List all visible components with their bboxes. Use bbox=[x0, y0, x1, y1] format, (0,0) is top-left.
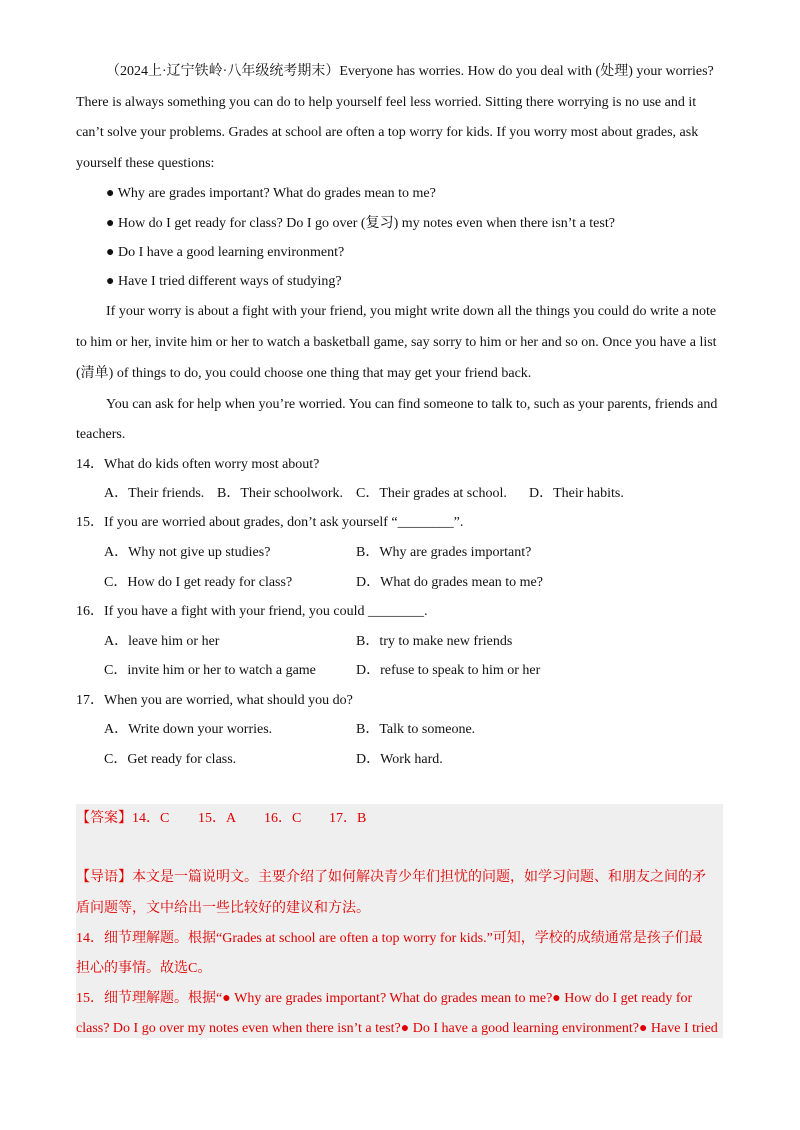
passage-line: There is always something you can do to help yourself feel less worried. Sitting there worrying is no use and it bbox=[76, 95, 697, 110]
option-d: D．Work hard. bbox=[356, 752, 443, 767]
option-d: D．Their habits. bbox=[529, 486, 624, 501]
option-c: C．Get ready for class. bbox=[104, 752, 237, 767]
question-stem: 14．What do kids often worry most about? bbox=[76, 457, 320, 472]
passage-line: teachers. bbox=[76, 427, 126, 442]
guide-text: 盾问题等，文中给出一些比较好的建议和方法。 bbox=[76, 901, 370, 916]
passage-line: yourself these questions: bbox=[76, 156, 215, 171]
option-c: C．invite him or her to watch a game bbox=[104, 663, 316, 678]
passage-line: You can ask for help when you’re worried. You can find someone to talk to, such as your parents, friends and bbox=[106, 397, 718, 412]
option-a: A．leave him or her bbox=[104, 634, 220, 649]
option-a: A．Write down your worries. bbox=[104, 722, 273, 737]
option-a: A．Why not give up studies? bbox=[104, 545, 271, 560]
option-d: D．refuse to speak to him or her bbox=[356, 663, 541, 678]
option-b: B．try to make new friends bbox=[356, 634, 513, 649]
option-c: C．Their grades at school. bbox=[356, 486, 507, 501]
bullet-item: ● How do I get ready for class? Do I go over (复习) my notes even when there isn’t a test? bbox=[106, 216, 615, 231]
bullet-item: ● Have I tried different ways of studying? bbox=[106, 274, 342, 289]
explanation-14: 14．细节理解题。根据“Grades at school are often a top worry for kids.”可知，学校的成绩通常是孩子们最 bbox=[76, 931, 703, 946]
explanation-15: class? Do I go over my notes even when there isn’t a test?● Do I have a good learning environment?● Have I tried bbox=[76, 1021, 718, 1036]
question-stem: 15．If you are worried about grades, don’t ask yourself “________”. bbox=[76, 515, 464, 530]
answer-item: 15．A bbox=[198, 811, 237, 826]
option-b: B．Their schoolwork. bbox=[217, 486, 343, 501]
option-d: D．What do grades mean to me? bbox=[356, 575, 543, 590]
passage-line: can’t solve your problems. Grades at school are often a top worry for kids. If you worry most about grades, ask bbox=[76, 125, 699, 140]
question-stem: 17．When you are worried, what should you do? bbox=[76, 693, 353, 708]
explanation-15: 15．细节理解题。根据“● Why are grades important? What do grades mean to me?● How do I get ready for bbox=[76, 991, 693, 1006]
passage-line: If your worry is about a fight with your friend, you might write down all the things you could do write a note bbox=[106, 304, 717, 319]
bullet-item: ● Do I have a good learning environment? bbox=[106, 245, 345, 260]
answer-item: 14．C bbox=[132, 811, 170, 826]
guide-text: 【导语】本文是一篇说明文。主要介绍了如何解决青少年们担忧的问题，如学习问题、和朋友之间的矛 bbox=[76, 870, 706, 885]
explanation-14: 担心的事情。故选C。 bbox=[76, 961, 212, 976]
option-c: C．How do I get ready for class? bbox=[104, 575, 293, 590]
option-b: B．Talk to someone. bbox=[356, 722, 476, 737]
passage-line: to him or her, invite him or her to watch a basketball game, say sorry to him or her and so on. Once you have a list bbox=[76, 335, 717, 350]
option-a: A．Their friends. bbox=[104, 486, 205, 501]
answer-label: 【答案】 bbox=[76, 811, 132, 826]
answer-item: 17．B bbox=[329, 811, 367, 826]
bullet-item: ● Why are grades important? What do grades mean to me? bbox=[106, 186, 436, 201]
answer-item: 16．C bbox=[264, 811, 302, 826]
passage-line: （2024上·辽宁铁岭·八年级统考期末）Everyone has worries. How do you deal with (处理) your worries? bbox=[106, 64, 714, 79]
question-stem: 16．If you have a fight with your friend, you could ________. bbox=[76, 604, 428, 619]
option-b: B．Why are grades important? bbox=[356, 545, 532, 560]
passage-line: (清单) of things to do, you could choose one thing that may get your friend back. bbox=[76, 366, 532, 381]
